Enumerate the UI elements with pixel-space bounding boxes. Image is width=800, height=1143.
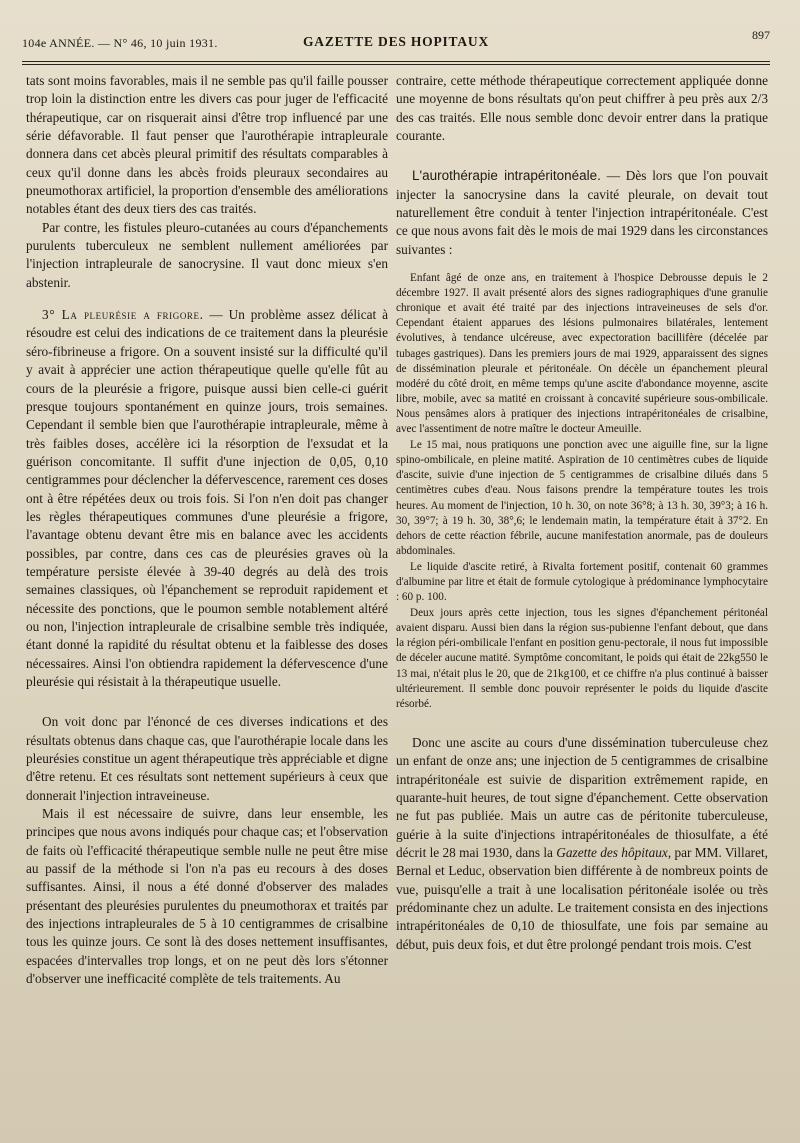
paragraph: On voit donc par l'énoncé de ces diverses indications et des résultats obtenus dans chaque cas, que l'aurothérapie locale dans les pleurésies constitue un agent thérapeutique très appréciable et digne d'être retenu. Et ces résultats sont nettement supérieurs à ceux que donnerait l'injection intraveineuse. — [26, 714, 388, 803]
header-rule — [22, 61, 770, 62]
observation-paragraph: Deux jours après cette injection, tous les signes d'épanchement péritonéal avaient disparu. Aussi bien dans la région sus-pubienne l'enfant debout, que dans la région péri-ombilicale l'enfant en position genu-pectorale, il nous fut impossible de déceler aucune matité. Symptôme concomitant, le poids qui était de 22kg550 le 13 mai, n'était plus le 20, que de 21kg100, et ce chiffre n'a plus continué à baisser ultérieurement. Il semble donc pouvoir représenter le poids du liquide d'ascite résorbé. — [396, 607, 768, 710]
subsection-heading: 3° La pleurésie a frigore. — [42, 307, 204, 323]
paragraph-section — [396, 167, 768, 259]
paragraph: Par contre, les fistules pleuro-cutanées au cours d'épanchements purulents tuberculeux ne semblent nullement améliorées par l'injection intrapleurale de sanocrysine. Il vaut donc mieux s'en abstenir. — [26, 219, 388, 290]
left-column — [26, 72, 388, 989]
paragraph: tats sont moins favorables, mais il ne semble pas qu'il faille pousser trop loin la distinction entre les divers cas pour juger de l'efficacité thérapeutique, car on risquerait ainsi d'être trop influencé par une série défavorable. Il faut penser que l'aurothérapie intrapleurale donnera dans cet abcès pleural primitif des résultats comparables à ceux qu'il donne dans les abcès froids pleuraux secondaires au pneumothorax artificiel, la proportion d'ensemble des améliorations notables étant des deux tiers des cas traités. — [26, 73, 388, 217]
volume-issue-date: 104e ANNÉE. — N° 46, 10 juin 1931. — [22, 36, 218, 50]
observation-paragraph: Le 15 mai, nous pratiquons une ponction avec une aiguille fine, sur la ligne spino-ombilicale, en pleine matité. Aspiration de 10 centimètres cubes de liquide d'ascite, suivie d'une injection de 5 centigrammes de crisalbine dilués dans 5 centimètres cubes d'eau. Nous faisons prendre la température toutes les trois heures. Au moment de l'injection, 10 h. 30, on note 36°8; à 13 h. 30, 39°3; à 16 h. 30, 39°7; à 19 h. 30, 38°,6; le lendemain matin, la température était à 37°2. En dehors de cette réaction fébrile, aucune manifestation anormale, pas de douleurs abdominales. — [396, 439, 768, 557]
observation-paragraph: Le liquide d'ascite retiré, à Rivalta fortement positif, contenait 60 grammes d'albumine par litre et était de formule cytologique à prédominance lymphocytaire : 60 p. 100. — [396, 560, 768, 604]
page-header — [22, 24, 770, 60]
paragraph: contraire, cette méthode thérapeutique correctement appliquée donne une moyenne de bons résultats qu'on peut chiffrer à peu près aux 2/3 des cas traités. Elle nous semble donc devoir entrer dans la pratique courante. — [396, 73, 768, 144]
paragraph-conclusion — [396, 734, 768, 954]
paragraph-frigore — [26, 306, 388, 691]
journal-title: GAZETTE DES HOPITAUX — [302, 34, 490, 49]
header-rule-double — [22, 64, 770, 65]
case-observation — [396, 271, 768, 712]
paragraph-text: — Dès lors que l'on pouvait injecter la sanocrysine dans la cavité pleurale, on devait tout naturellement être conduit à tenter l'injection intrapéritonéale. C'est ce que nous avons fait dès le mois de mai 1929 dans les circonstances suivantes : — [396, 168, 768, 257]
paragraph-text: Donc une ascite au cours d'une dissémination tuberculeuse chez un enfant de onze ans; une injection de 5 centigrammes de crisalbine intrapéritonéale est suivie de disparition extrêmement rapide, en quarante-huit heures, de tout signe d'épanchement. Cette observation ne fut pas publiée. Mais un autre cas de péritonite tuberculeuse, guérie à la suite d'injections intrapéritonéales de thiosulfate, a été décrit le 28 mai 1930, dans la — [396, 734, 768, 860]
observation-paragraph: Enfant âgé de onze ans, en traitement à l'hospice Debrousse depuis le 2 décembre 1927. Il avait présenté alors des signes radiographiques d'une granulie chronique et avait été traité par des injections intraveineuses de sels d'or. Cependant étaient apparues des lésions pulmonaires bilatérales, lentement évolutives, à tendance ulcéreuse, avec expectoration bacillifère (décelée par tubages gastriques). Dans les premiers jours de mai 1929, apparaissent des signes de dissémination pleurale et péritonéale. On décèle un épanchement pleural modéré du côté droit, en même temps qu'une ascite d'abondance moyenne, ascite libre, mobile, avec sa matité en croissant à concavité supérieure sous-ombilicale. Nous pensâmes alors à pratiquer des injections intrapéritonéales de crisalbine, avec l'assentiment de notre maître le docteur Ameuille. — [396, 272, 768, 436]
paragraph: Mais il est nécessaire de suivre, dans leur ensemble, les principes que nous avons indiqués pour chaque cas; et l'observation de faits où l'efficacité thérapeutique semble nulle ne peut être mise au passif de la méthode si l'on n'a pas eu recours à des doses suffisantes. Ainsi, il nous a été donné d'observer des malades présentant des pleurésies purulentes du pneumothorax et traités par des injections intrapleurales de 5 à 10 centigrammes de crisalbine tous les quinze jours. Ce sont là des doses nettement insuffisantes, espacées d'intervalles trop longs, et on ne peut dès lors s'étonner d'observer une inefficacité complète de tels traitements. Au — [26, 806, 388, 987]
right-column — [396, 72, 768, 954]
page-number: 897 — [752, 28, 770, 42]
paragraph-text-end: , par MM. Villaret, Bernal et Leduc, observation bien différente à de nombreux points de vue, puisqu'elle a trait à une localisation péritonéale isolée ou très prédominante chez un adulte. Le traitement consista en des injections intrapéritonéales de 0,10 de thiosulfate, une fois par semaine au début, puis deux fois, et dut être prolongé pendant trois mois. C'est — [396, 844, 768, 952]
paragraph-text: — Un problème assez délicat à résoudre est celui des indications de ce traitement dans la pleurésie séro-fibrineuse a frigore. On a souvent insisté sur la difficulté qu'il y avait à apprécier une action thérapeutique quelle qu'elle fût au cours de la pleurésie a frigore, puisque aussi bien celle-ci guérit presque toujours spontanément en quinze jours, trois semaines. Cependant il semble bien que l'aurothérapie intrapleurale, même à très faibles doses, accélère ici la résorption de l'exsudat et la guérison concomitante. Il suffit d'une injection de 0,05, 0,10 centigrammes pour déclencher la défervescence, rarement ces doses ont à être répétées deux ou trois fois. Si l'on n'en doit pas changer les règles thérapeutiques communes d'une pleurésie a frigore, l'avantage obtenu devant être mis en balance avec les accidents possibles, par contre, dans ces cas de pleurésies graves où la température persiste élevée à 39-40 degrés au delà des trois semaines classiques, où l'épanchement se reproduit rapidement et nécessite des ponctions, que le poumon semble notablement altéré ou non, l'injection intrapleurale de crisalbine semble très indiquée, étant donné la rapidité du résultat obtenu et la faiblesse des doses nécessaires. Ainsi l'on obtiendra rapidement la défervescence d'une pleurésie qui résistait à la thérapeutique usuelle. — [26, 307, 388, 689]
section-heading: L'aurothérapie intrapéritonéale. — [412, 168, 601, 184]
journal-citation: Gazette des hôpitaux — [556, 844, 668, 860]
